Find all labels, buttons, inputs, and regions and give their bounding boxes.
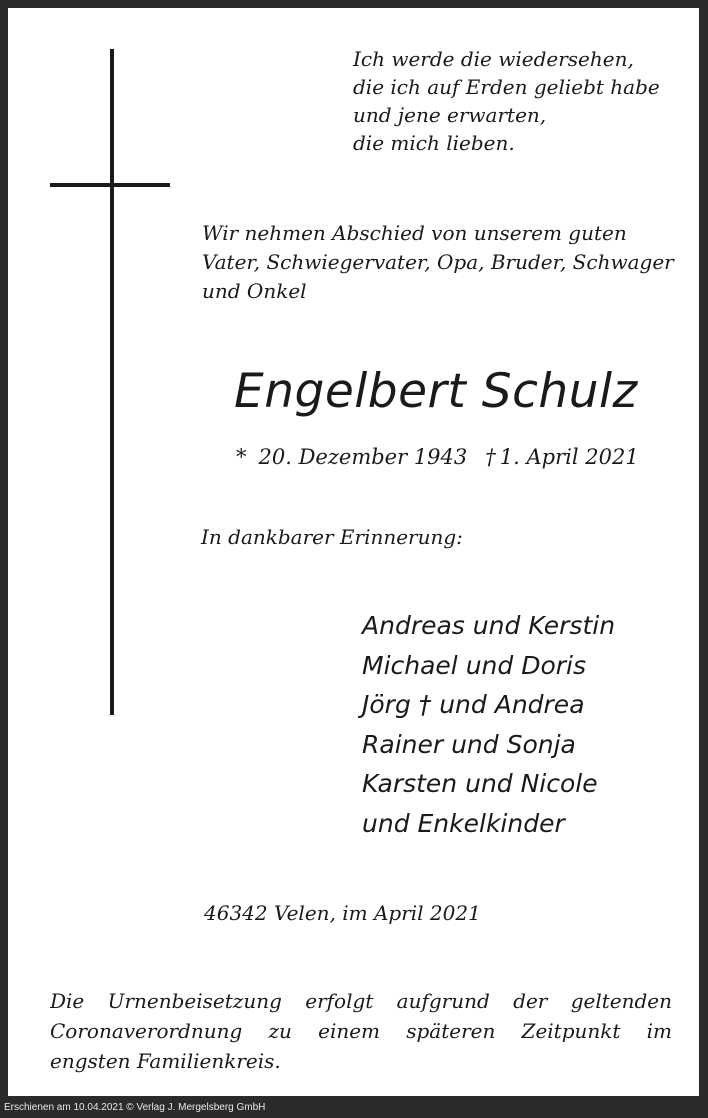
quote-line: und jene erwarten, <box>353 103 547 127</box>
obituary-card <box>8 8 699 1096</box>
death-date: 1. April 2021 <box>499 445 639 469</box>
burial-notice <box>50 986 672 1076</box>
family-member: Karsten und Nicole <box>362 769 598 798</box>
place-and-date: 46342 Velen, im April 2021 <box>204 901 481 925</box>
deceased-name: Engelbert Schulz <box>234 364 638 419</box>
memorial-quote <box>353 45 660 157</box>
family-member: und Enkelkinder <box>362 808 565 838</box>
intro-line: Vater, Schwiegervater, Opa, Bruder, Schwager <box>202 250 674 274</box>
family-member: Andreas und Kerstin <box>362 611 616 640</box>
cross-icon-vertical-bar <box>110 49 114 715</box>
publication-footer: Erschienen am 10.04.2021 © Verlag J. Mergelsberg GmbH <box>4 1102 266 1113</box>
life-dates <box>236 442 639 472</box>
intro-line: Wir nehmen Abschied von unserem guten <box>202 221 627 245</box>
family-member: Jörg † und Andrea <box>362 690 585 719</box>
family-member: Michael und Doris <box>362 650 586 680</box>
birth-symbol: * <box>236 445 247 469</box>
quote-line: die mich lieben. <box>353 131 515 155</box>
notice-line: engsten Familienkreis. <box>50 1049 281 1073</box>
birth-date: 20. Dezember 1943 <box>258 445 468 469</box>
notice-line: Coronaverordnung zu einem späteren Zeitpunkt im <box>50 1019 672 1043</box>
intro-line: und Onkel <box>202 279 307 303</box>
family-list <box>362 606 615 843</box>
farewell-intro <box>202 219 674 306</box>
memory-heading: In dankbarer Erinnerung: <box>201 525 463 549</box>
family-member: Rainer und Sonja <box>362 729 576 759</box>
quote-line: Ich werde die wiedersehen, <box>353 47 634 71</box>
death-symbol: † <box>485 445 496 469</box>
quote-line: die ich auf Erden geliebt habe <box>353 75 660 99</box>
cross-icon-horizontal-bar <box>50 183 170 187</box>
notice-line: Die Urnenbeisetzung erfolgt aufgrund der geltenden <box>50 989 672 1013</box>
